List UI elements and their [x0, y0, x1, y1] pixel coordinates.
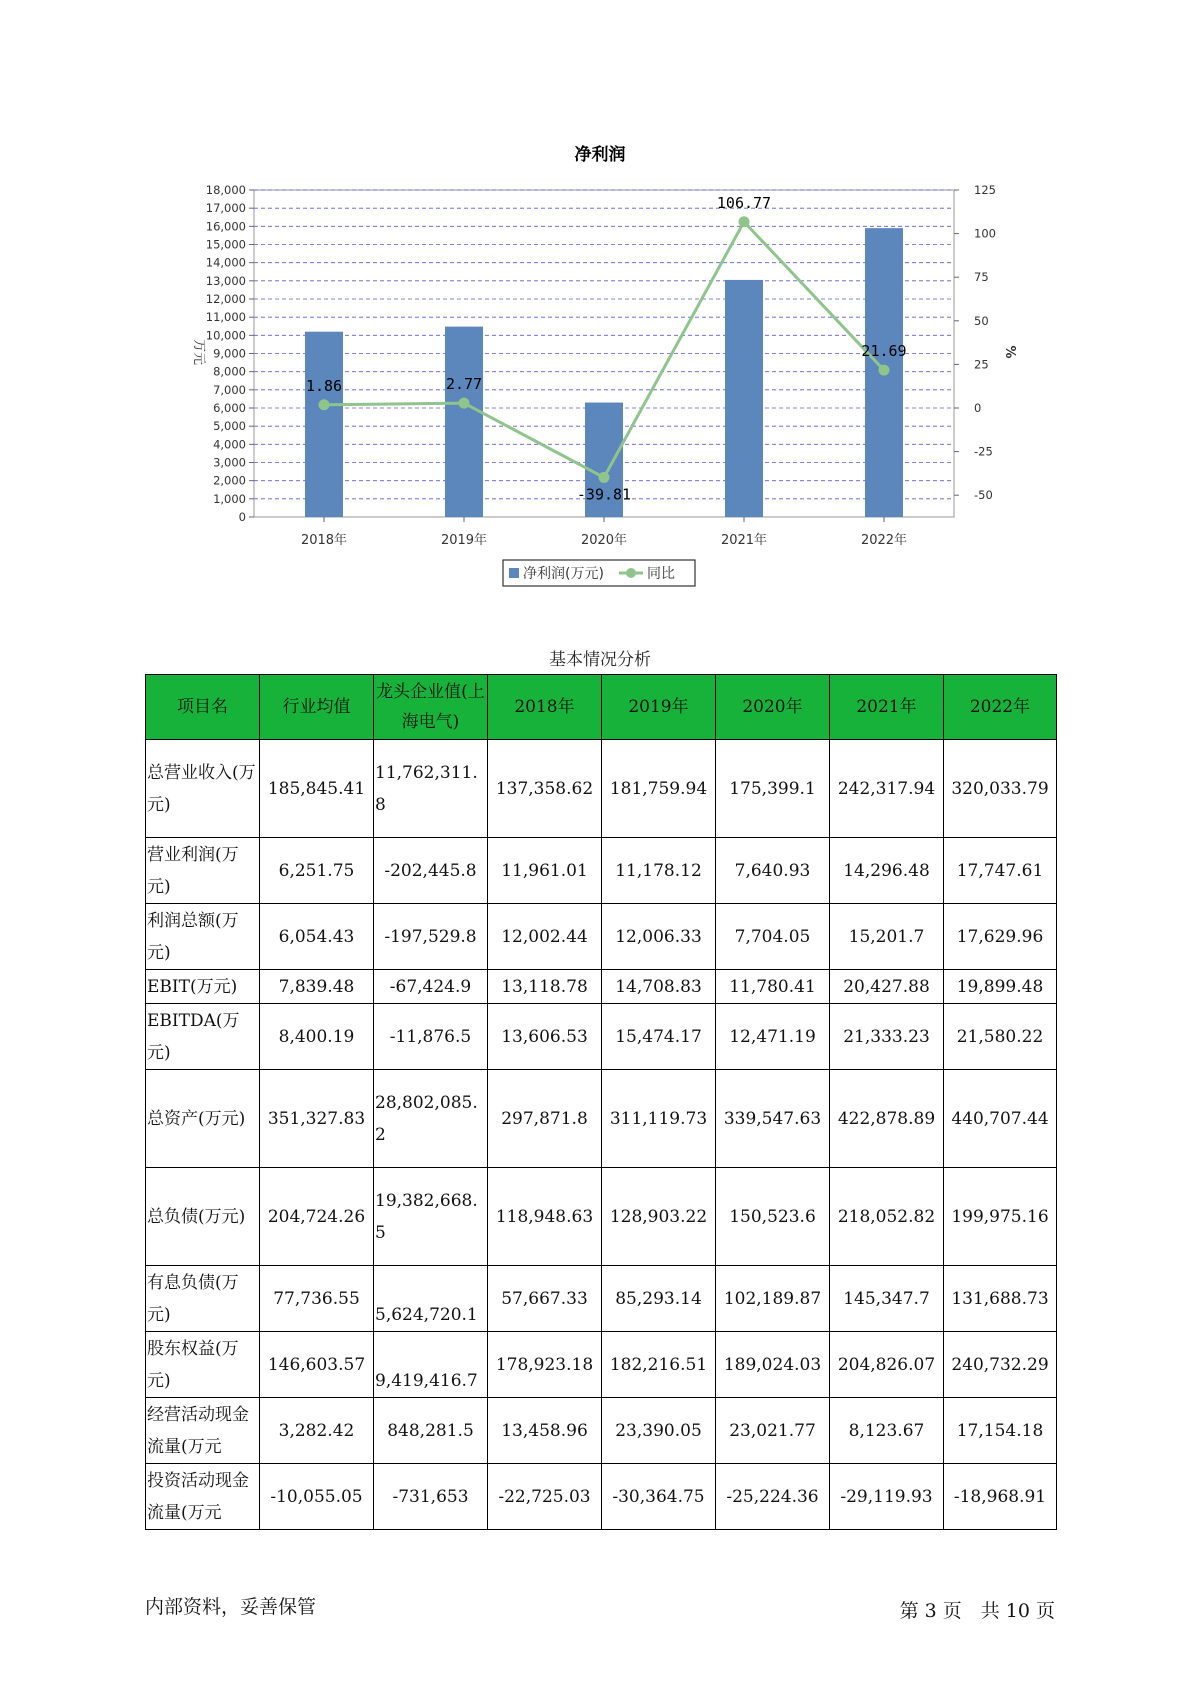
- yoy-point-2020年: [599, 472, 610, 483]
- value-cell: -11,876.5: [374, 1004, 488, 1070]
- y-left-axis-label: 万元: [191, 338, 206, 366]
- value-cell: 339,547.63: [716, 1070, 830, 1168]
- value-cell: 77,736.55: [260, 1266, 374, 1332]
- net-profit-chart: [0, 0, 1191, 600]
- value-cell: 20,427.88: [830, 970, 944, 1004]
- legend-line-label: 同比: [647, 566, 675, 582]
- x-tick-label: 2020年: [580, 533, 628, 548]
- y-left-tick-label: 2,000: [213, 473, 246, 488]
- value-cell: 17,154.18: [944, 1398, 1057, 1464]
- table-row: [146, 1398, 1057, 1464]
- value-cell: -197,529.8: [374, 904, 488, 970]
- row-label-cell: 投资活动现金流量(万元: [146, 1464, 260, 1530]
- row-label-cell: 总负债(万元): [146, 1168, 260, 1266]
- table-row: [146, 1266, 1057, 1332]
- y-right-tick-label: 50: [974, 313, 989, 328]
- table-row: [146, 1004, 1057, 1070]
- value-cell: 311,119.73: [602, 1070, 716, 1168]
- table-row: [146, 904, 1057, 970]
- value-cell: 13,606.53: [488, 1004, 602, 1070]
- table-row: [146, 1464, 1057, 1530]
- value-cell: 11,961.01: [488, 838, 602, 904]
- value-cell: 17,629.96: [944, 904, 1057, 970]
- table-row: [146, 740, 1057, 838]
- value-cell: 11,762,311.8: [374, 740, 488, 838]
- value-cell: 21,333.23: [830, 1004, 944, 1070]
- value-cell: -18,968.91: [944, 1464, 1057, 1530]
- value-cell: 6,054.43: [260, 904, 374, 970]
- value-cell: -29,119.93: [830, 1464, 944, 1530]
- y-left-tick-label: 17,000: [205, 201, 246, 216]
- yoy-point-2021年: [739, 216, 750, 227]
- table-caption: 基本情况分析: [549, 650, 651, 670]
- value-cell: 848,281.5: [374, 1398, 488, 1464]
- bar-2021年: [725, 280, 763, 517]
- value-cell: 242,317.94: [830, 740, 944, 838]
- header-cell: 2018年: [488, 675, 602, 740]
- value-cell: 23,021.77: [716, 1398, 830, 1464]
- y-left-tick-label: 13,000: [205, 273, 246, 288]
- row-label-cell: 经营活动现金流量(万元: [146, 1398, 260, 1464]
- y-right-tick-label: -50: [974, 488, 993, 503]
- y-left-tick-label: 3,000: [213, 455, 246, 470]
- value-cell: 14,708.83: [602, 970, 716, 1004]
- value-cell: 85,293.14: [602, 1266, 716, 1332]
- header-cell: 2020年: [716, 675, 830, 740]
- x-tick-label: 2018年: [300, 533, 348, 548]
- value-cell: 15,201.7: [830, 904, 944, 970]
- value-cell: 17,747.61: [944, 838, 1057, 904]
- value-cell: 182,216.51: [602, 1332, 716, 1398]
- value-cell: 23,390.05: [602, 1398, 716, 1464]
- value-cell: -25,224.36: [716, 1464, 830, 1530]
- legend-bar-label: 净利润(万元): [523, 566, 604, 582]
- y-right-tick-label: 75: [974, 270, 989, 285]
- y-right-tick-label: 0: [974, 401, 982, 415]
- value-cell: 102,189.87: [716, 1266, 830, 1332]
- y-left-tick-label: 4,000: [213, 437, 246, 452]
- value-cell: 150,523.6: [716, 1168, 830, 1266]
- y-right-axis-label: %: [1002, 345, 1017, 359]
- value-cell: 146,603.57: [260, 1332, 374, 1398]
- value-cell: -731,653: [374, 1464, 488, 1530]
- row-label-cell: EBIT(万元): [146, 970, 260, 1004]
- value-cell: 3,282.42: [260, 1398, 374, 1464]
- x-tick-label: 2022年: [860, 533, 908, 548]
- value-cell: 131,688.73: [944, 1266, 1057, 1332]
- y-right-tick-label: 125: [974, 183, 996, 197]
- header-cell: 项目名: [146, 675, 260, 740]
- value-cell: 204,826.07: [830, 1332, 944, 1398]
- value-cell: 8,400.19: [260, 1004, 374, 1070]
- value-cell: 21,580.22: [944, 1004, 1057, 1070]
- value-cell: -30,364.75: [602, 1464, 716, 1530]
- value-cell: 14,296.48: [830, 838, 944, 904]
- value-cell: 12,002.44: [488, 904, 602, 970]
- y-left-tick-label: 15,000: [205, 237, 246, 252]
- y-right-tick-label: -25: [974, 444, 993, 459]
- y-left-tick-label: 14,000: [205, 255, 246, 270]
- value-cell: 12,006.33: [602, 904, 716, 970]
- value-cell: 351,327.83: [260, 1070, 374, 1168]
- table-header-row: [146, 675, 1057, 740]
- x-tick-label: 2021年: [720, 533, 768, 548]
- legend-bar-swatch: [509, 568, 519, 578]
- y-left-tick-label: 11,000: [205, 310, 246, 325]
- header-cell: 2019年: [602, 675, 716, 740]
- y-left-tick-label: 5,000: [213, 419, 246, 434]
- value-cell: 12,471.19: [716, 1004, 830, 1070]
- yoy-point-2018年: [319, 399, 330, 410]
- header-cell: 2022年: [944, 675, 1057, 740]
- value-cell: 15,474.17: [602, 1004, 716, 1070]
- y-left-tick-label: 9,000: [213, 346, 246, 361]
- value-cell: 145,347.7: [830, 1266, 944, 1332]
- value-cell: 199,975.16: [944, 1168, 1057, 1266]
- value-cell: 181,759.94: [602, 740, 716, 838]
- x-tick-label: 2019年: [440, 533, 488, 548]
- value-cell: 297,871.8: [488, 1070, 602, 1168]
- y-left-tick-label: 16,000: [205, 219, 246, 234]
- header-cell: 2021年: [830, 675, 944, 740]
- y-left-tick-label: 6,000: [213, 401, 246, 415]
- value-cell: 19,899.48: [944, 970, 1057, 1004]
- y-left-tick-label: 7,000: [213, 382, 246, 397]
- y-left-tick-label: 0: [238, 510, 246, 524]
- value-cell: -67,424.9: [374, 970, 488, 1004]
- yoy-data-label: 106.77: [716, 193, 772, 212]
- value-cell: 185,845.41: [260, 740, 374, 838]
- value-cell: 7,704.05: [716, 904, 830, 970]
- value-cell: -22,725.03: [488, 1464, 602, 1530]
- value-cell: 5,624,720.1: [374, 1266, 488, 1332]
- value-cell: 11,178.12: [602, 838, 716, 904]
- table-row: [146, 1168, 1057, 1266]
- yoy-point-2022年: [879, 365, 890, 376]
- value-cell: 118,948.63: [488, 1168, 602, 1266]
- value-cell: 175,399.1: [716, 740, 830, 838]
- value-cell: 422,878.89: [830, 1070, 944, 1168]
- value-cell: 7,640.93: [716, 838, 830, 904]
- bar-2019年: [445, 327, 483, 517]
- value-cell: 9,419,416.7: [374, 1332, 488, 1398]
- y-right-tick-label: 100: [974, 226, 996, 241]
- row-label-cell: EBITDA(万元): [146, 1004, 260, 1070]
- value-cell: 178,923.18: [488, 1332, 602, 1398]
- yoy-data-label: 2.77: [445, 375, 483, 394]
- table-row: [146, 970, 1057, 1004]
- value-cell: 218,052.82: [830, 1168, 944, 1266]
- header-cell: 行业均值: [260, 675, 374, 740]
- value-cell: 19,382,668.5: [374, 1168, 488, 1266]
- y-left-tick-label: 18,000: [205, 183, 246, 197]
- row-label-cell: 股东权益(万元): [146, 1332, 260, 1398]
- footer-confidential: 内部资料，妥善保管: [145, 1596, 317, 1618]
- y-right-tick-label: 25: [974, 357, 989, 372]
- yoy-data-label: 1.86: [305, 376, 343, 395]
- yoy-data-label: 21.69: [861, 342, 907, 361]
- value-cell: -10,055.05: [260, 1464, 374, 1530]
- value-cell: 320,033.79: [944, 740, 1057, 838]
- value-cell: 13,118.78: [488, 970, 602, 1004]
- value-cell: -202,445.8: [374, 838, 488, 904]
- bar-2018年: [305, 332, 343, 517]
- yoy-data-label: -39.81: [576, 485, 632, 504]
- value-cell: 11,780.41: [716, 970, 830, 1004]
- value-cell: 28,802,085.2: [374, 1070, 488, 1168]
- row-label-cell: 总资产(万元): [146, 1070, 260, 1168]
- table-row: [146, 1332, 1057, 1398]
- y-left-tick-label: 1,000: [213, 491, 246, 506]
- value-cell: 7,839.48: [260, 970, 374, 1004]
- basic-analysis-table: [145, 674, 1057, 1530]
- y-left-tick-label: 8,000: [213, 364, 246, 379]
- value-cell: 57,667.33: [488, 1266, 602, 1332]
- y-left-tick-label: 12,000: [205, 292, 246, 306]
- value-cell: 204,724.26: [260, 1168, 374, 1266]
- legend-line-marker: [626, 568, 636, 578]
- value-cell: 6,251.75: [260, 838, 374, 904]
- row-label-cell: 营业利润(万元): [146, 838, 260, 904]
- value-cell: 240,732.29: [944, 1332, 1057, 1398]
- yoy-point-2019年: [459, 398, 470, 409]
- footer-page-number: 第 3 页 共 10 页: [899, 1600, 1055, 1622]
- value-cell: 128,903.22: [602, 1168, 716, 1266]
- value-cell: 189,024.03: [716, 1332, 830, 1398]
- row-label-cell: 有息负债(万元): [146, 1266, 260, 1332]
- row-label-cell: 利润总额(万元): [146, 904, 260, 970]
- table-row: [146, 1070, 1057, 1168]
- y-left-tick-label: 10,000: [205, 328, 246, 343]
- table-row: [146, 838, 1057, 904]
- value-cell: 440,707.44: [944, 1070, 1057, 1168]
- value-cell: 8,123.67: [830, 1398, 944, 1464]
- chart-title: 净利润: [574, 145, 626, 165]
- header-cell: 龙头企业值(上海电气): [374, 675, 488, 740]
- value-cell: 137,358.62: [488, 740, 602, 838]
- value-cell: 13,458.96: [488, 1398, 602, 1464]
- row-label-cell: 总营业收入(万元): [146, 740, 260, 838]
